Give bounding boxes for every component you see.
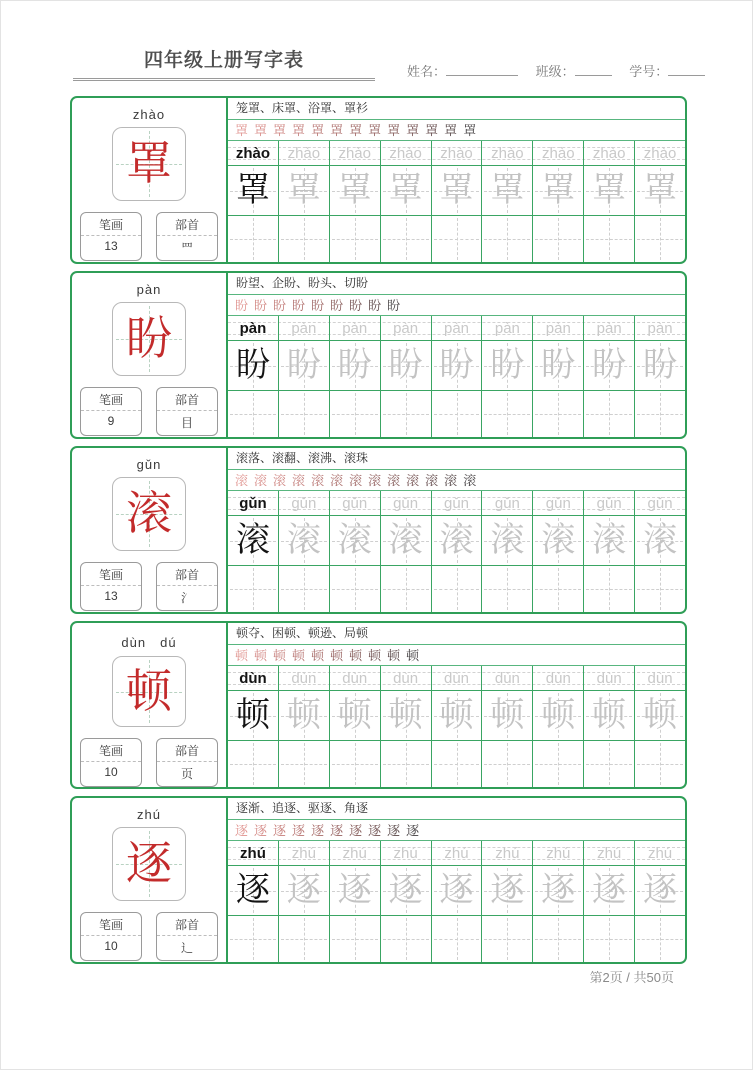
stroke-order-step: 滚 — [368, 472, 382, 488]
radical-box — [156, 912, 218, 961]
character-cell-trace: 逐 — [482, 866, 533, 915]
practice-cell — [635, 916, 685, 962]
student-id-label: 学号： — [629, 64, 669, 79]
character-cell-trace: 滚 — [279, 516, 330, 565]
info-boxes — [80, 912, 218, 961]
character-cell-trace: 滚 — [432, 516, 483, 565]
stroke-order-step: 罩 — [387, 122, 401, 138]
stroke-order-step: 罩 — [444, 122, 458, 138]
practice-cell — [228, 566, 279, 612]
pinyin-cell-trace: zhú — [584, 841, 635, 865]
character-cell-trace: 滚 — [330, 516, 381, 565]
pinyin-cell-trace: dùn — [330, 666, 381, 690]
pinyin-row — [228, 841, 685, 866]
stroke-order-step: 滚 — [311, 472, 325, 488]
stroke-count-label: 笔画 — [81, 213, 141, 236]
pinyin-row — [228, 491, 685, 516]
practice-cell — [432, 216, 483, 262]
practice-cell — [482, 566, 533, 612]
character-cell-trace: 顿 — [330, 691, 381, 740]
stroke-order-step: 顿 — [254, 647, 268, 663]
character-cell-trace: 罩 — [635, 166, 685, 215]
pinyin-cell-trace: gǔn — [647, 494, 673, 512]
character-cell-trace: 盼 — [584, 341, 635, 390]
character-cell-trace: 滚 — [584, 516, 635, 565]
stroke-order-step: 罩 — [254, 122, 268, 138]
stroke-count-box — [80, 562, 142, 611]
stroke-count-value: 13 — [104, 589, 118, 603]
stroke-count-value: 10 — [104, 765, 118, 779]
character-cell-trace: 罩 — [533, 166, 584, 215]
class-blank — [575, 62, 612, 76]
pinyin-cell-trace: zhào — [381, 141, 432, 165]
practice-cell — [635, 216, 685, 262]
practice-cell — [584, 916, 635, 962]
stroke-order-step: 顿 — [311, 647, 325, 663]
character-trace-row — [228, 516, 685, 566]
radical-value: 辶 — [180, 941, 193, 955]
pinyin-cell-trace: gǔn — [381, 491, 432, 515]
pinyin-cell-trace: gǔn — [330, 491, 381, 515]
stroke-count-box — [80, 212, 142, 261]
stroke-order-step: 逐 — [330, 822, 344, 838]
pinyin-cell-trace: dùn — [432, 666, 483, 690]
pinyin-cell-trace: pàn — [330, 316, 381, 340]
stroke-order-step: 滚 — [254, 472, 268, 488]
stroke-order-step: 逐 — [349, 822, 363, 838]
pinyin-cell-trace: zhào — [279, 141, 330, 165]
pinyin-cell-trace: pàn — [482, 316, 533, 340]
character-cell-trace: 逐 — [533, 866, 584, 915]
practice-cell — [228, 391, 279, 437]
stroke-order-step: 逐 — [368, 822, 382, 838]
practice-row — [228, 916, 685, 962]
stroke-order-step: 盼 — [387, 297, 401, 313]
radical-box — [156, 387, 218, 436]
practice-cell — [381, 216, 432, 262]
stroke-order-step: 罩 — [292, 122, 306, 138]
practice-cell — [584, 216, 635, 262]
stroke-order-step: 逐 — [235, 822, 249, 838]
pinyin-cell-trace: dùn — [279, 666, 330, 690]
practice-cell — [279, 741, 330, 787]
pinyin-cell-trace: zhú — [432, 841, 483, 865]
stroke-order-step: 逐 — [254, 822, 268, 838]
practice-cell — [228, 916, 279, 962]
stroke-order-step: 逐 — [273, 822, 287, 838]
block-left-panel — [72, 273, 228, 437]
main-character-box — [112, 302, 186, 376]
stroke-order-row — [228, 120, 685, 141]
character-cell-trace: 顿 — [584, 691, 635, 740]
practice-cell — [635, 566, 685, 612]
character-cell-trace: 逐 — [584, 866, 635, 915]
pinyin-cell-trace: zhú — [647, 844, 673, 862]
pinyin-cell-model: zhào — [228, 141, 279, 165]
pinyin-cell-trace: zhào — [330, 141, 381, 165]
stroke-order-step: 罩 — [311, 122, 325, 138]
stroke-order-row — [228, 295, 685, 316]
character-block — [70, 446, 687, 614]
stroke-count-box — [80, 912, 142, 961]
block-left-panel — [72, 448, 228, 612]
practice-cell — [533, 391, 584, 437]
stroke-order-step: 滚 — [273, 472, 287, 488]
practice-cell — [584, 391, 635, 437]
pinyin-cell-trace: dùn — [381, 666, 432, 690]
radical-label: 部首 — [157, 739, 217, 762]
stroke-order-step: 顿 — [292, 647, 306, 663]
word-examples: 盼望、企盼、盼头、切盼 — [228, 273, 685, 295]
pinyin-cell-trace: dùn — [584, 666, 635, 690]
class-field — [536, 64, 612, 79]
pinyin-cell-trace: zhào — [533, 141, 584, 165]
stroke-order-step: 罩 — [330, 122, 344, 138]
stroke-count-label: 笔画 — [81, 913, 141, 936]
stroke-order-row — [228, 820, 685, 841]
character-cell-trace: 逐 — [330, 866, 381, 915]
pinyin-label: gǔn — [136, 457, 162, 472]
practice-cell — [482, 391, 533, 437]
radical-label: 部首 — [157, 388, 217, 411]
character-blocks — [70, 96, 687, 971]
pinyin-cell-trace: zhú — [482, 841, 533, 865]
pinyin-cell-trace: zhào — [643, 144, 677, 162]
main-character-box — [112, 477, 186, 551]
practice-cell — [533, 916, 584, 962]
info-boxes — [80, 738, 218, 787]
stroke-order-step: 滚 — [330, 472, 344, 488]
practice-row — [228, 391, 685, 437]
character-cell-trace: 盼 — [330, 341, 381, 390]
pinyin-cell-trace: zhú — [381, 841, 432, 865]
pinyin-cell-trace: pàn — [533, 316, 584, 340]
practice-cell — [432, 391, 483, 437]
stroke-count-value: 9 — [107, 414, 115, 428]
stroke-order-step: 滚 — [444, 472, 458, 488]
stroke-order-step: 盼 — [349, 297, 363, 313]
info-boxes — [80, 387, 218, 436]
practice-cell — [584, 741, 635, 787]
character-cell-trace: 滚 — [482, 516, 533, 565]
pinyin-label: pàn — [136, 282, 162, 297]
main-character: 罩 — [126, 138, 172, 189]
practice-cell — [482, 916, 533, 962]
practice-row — [228, 216, 685, 262]
stroke-order-step: 滚 — [235, 472, 249, 488]
radical-label: 部首 — [157, 913, 217, 936]
pinyin-cell-trace: zhú — [279, 841, 330, 865]
student-id-blank — [668, 62, 705, 76]
page-title-underline — [73, 45, 375, 81]
pinyin-cell-model: dùn — [228, 666, 279, 690]
character-cell-trace: 罩 — [482, 166, 533, 215]
character-cell-trace: 逐 — [635, 866, 685, 915]
character-cell-trace: 盼 — [279, 341, 330, 390]
pinyin-cell-trace: pàn — [381, 316, 432, 340]
character-cell-trace: 顿 — [635, 691, 685, 740]
pinyin-row — [228, 316, 685, 341]
stroke-order-step: 逐 — [311, 822, 325, 838]
pinyin-cell-trace: dùn — [647, 669, 673, 687]
practice-cell — [432, 741, 483, 787]
character-cell-trace: 逐 — [279, 866, 330, 915]
stroke-order-row — [228, 645, 685, 666]
stroke-order-step: 顿 — [349, 647, 363, 663]
stroke-order-step: 罩 — [273, 122, 287, 138]
character-cell-trace: 罩 — [381, 166, 432, 215]
character-cell-trace: 逐 — [432, 866, 483, 915]
stroke-order-row — [228, 470, 685, 491]
stroke-count-label: 笔画 — [81, 388, 141, 411]
radical-value: 罒 — [180, 241, 193, 255]
pinyin-label: zhào — [132, 107, 166, 122]
practice-row — [228, 741, 685, 787]
practice-cell — [635, 391, 685, 437]
character-cell-trace: 逐 — [381, 866, 432, 915]
stroke-order-step: 罩 — [349, 122, 363, 138]
character-cell-trace: 滚 — [635, 516, 685, 565]
practice-cell — [533, 566, 584, 612]
character-trace-row — [228, 166, 685, 216]
pinyin-cell-model: gǔn — [228, 491, 279, 515]
pinyin-cell-trace: pàn — [584, 316, 635, 340]
pinyin-cell-trace: zhú — [330, 841, 381, 865]
main-character: 盼 — [126, 313, 172, 364]
pinyin-row — [228, 666, 685, 691]
stroke-count-value: 10 — [104, 939, 118, 953]
block-right-panel — [228, 623, 685, 787]
pinyin-cell-trace: zhào — [482, 141, 533, 165]
pinyin-cell-trace: gǔn — [432, 491, 483, 515]
character-cell-trace: 滚 — [533, 516, 584, 565]
pinyin-label: zhú — [137, 807, 161, 822]
practice-cell — [381, 916, 432, 962]
character-block — [70, 271, 687, 439]
name-blank — [446, 62, 518, 76]
practice-row — [228, 566, 685, 612]
stroke-order-step: 滚 — [387, 472, 401, 488]
radical-label: 部首 — [157, 213, 217, 236]
block-right-panel — [228, 448, 685, 612]
pinyin-cell-trace: gǔn — [533, 491, 584, 515]
word-examples: 笼罩、床罩、浴罩、罩衫 — [228, 98, 685, 120]
stroke-count-box — [80, 738, 142, 787]
character-cell-trace: 顿 — [432, 691, 483, 740]
stroke-order-step: 顿 — [387, 647, 401, 663]
character-cell-trace: 顿 — [482, 691, 533, 740]
page-number: 第2页 / 共50页 — [589, 970, 674, 985]
character-trace-row — [228, 691, 685, 741]
practice-cell — [279, 566, 330, 612]
stroke-order-step: 滚 — [406, 472, 420, 488]
practice-cell — [279, 216, 330, 262]
pinyin-cell-trace: dùn — [533, 666, 584, 690]
block-left-panel — [72, 623, 228, 787]
character-cell-model: 滚 — [228, 516, 279, 565]
stroke-order-step: 罩 — [235, 122, 249, 138]
character-cell-model: 盼 — [228, 341, 279, 390]
pinyin-cell-trace: zhào — [432, 141, 483, 165]
pinyin-cell-trace: dùn — [482, 666, 533, 690]
character-cell-trace: 顿 — [533, 691, 584, 740]
name-field — [407, 64, 518, 79]
practice-cell — [635, 741, 685, 787]
practice-cell — [228, 216, 279, 262]
info-boxes — [80, 212, 218, 261]
character-cell-trace: 盼 — [635, 341, 685, 390]
character-cell-trace: 滚 — [381, 516, 432, 565]
stroke-order-step: 盼 — [311, 297, 325, 313]
stroke-order-step: 逐 — [292, 822, 306, 838]
practice-cell — [228, 741, 279, 787]
stroke-order-step: 滚 — [349, 472, 363, 488]
character-block — [70, 96, 687, 264]
practice-cell — [432, 916, 483, 962]
pinyin-cell-trace: pàn — [647, 319, 673, 337]
student-info-fields — [407, 61, 719, 80]
block-left-panel — [72, 798, 228, 962]
practice-cell — [330, 566, 381, 612]
main-character-box — [112, 656, 186, 727]
pinyin-cell-trace: zhú — [533, 841, 584, 865]
stroke-count-value: 13 — [104, 239, 118, 253]
stroke-count-box — [80, 387, 142, 436]
stroke-order-step: 罩 — [463, 122, 477, 138]
character-cell-trace: 顿 — [381, 691, 432, 740]
stroke-order-step: 顿 — [273, 647, 287, 663]
main-character-box — [112, 827, 186, 901]
practice-cell — [279, 916, 330, 962]
class-label: 班级： — [535, 64, 575, 79]
pinyin-cell-trace: pàn — [432, 316, 483, 340]
character-block — [70, 621, 687, 789]
main-character: 顿 — [126, 665, 172, 717]
stroke-order-step: 逐 — [387, 822, 401, 838]
character-cell-trace: 罩 — [279, 166, 330, 215]
character-trace-row — [228, 866, 685, 916]
stroke-order-step: 罩 — [425, 122, 439, 138]
radical-box — [156, 212, 218, 261]
character-cell-trace: 罩 — [330, 166, 381, 215]
stroke-count-label: 笔画 — [81, 563, 141, 586]
character-cell-model: 逐 — [228, 866, 279, 915]
character-cell-trace: 盼 — [482, 341, 533, 390]
stroke-order-step: 滚 — [292, 472, 306, 488]
practice-cell — [584, 566, 635, 612]
stroke-order-step: 顿 — [406, 647, 420, 663]
pinyin-cell-model: zhú — [228, 841, 279, 865]
block-right-panel — [228, 798, 685, 962]
radical-box — [156, 562, 218, 611]
stroke-order-step: 盼 — [368, 297, 382, 313]
practice-cell — [381, 566, 432, 612]
stroke-order-step: 顿 — [368, 647, 382, 663]
practice-cell — [482, 741, 533, 787]
character-cell-trace: 盼 — [432, 341, 483, 390]
character-trace-row — [228, 341, 685, 391]
stroke-order-step: 逐 — [406, 822, 420, 838]
character-block — [70, 796, 687, 964]
stroke-order-step: 滚 — [463, 472, 477, 488]
practice-cell — [482, 216, 533, 262]
character-cell-trace: 罩 — [584, 166, 635, 215]
pinyin-label: dùn dú — [121, 635, 177, 650]
practice-cell — [432, 566, 483, 612]
radical-label: 部首 — [157, 563, 217, 586]
character-cell-model: 顿 — [228, 691, 279, 740]
block-left-panel — [72, 98, 228, 262]
pinyin-cell-trace: gǔn — [584, 491, 635, 515]
stroke-order-step: 盼 — [273, 297, 287, 313]
radical-box — [156, 738, 218, 787]
stroke-order-step: 顿 — [235, 647, 249, 663]
pinyin-cell-model: pàn — [228, 316, 279, 340]
student-id-field — [629, 64, 705, 79]
pinyin-cell-trace: zhào — [584, 141, 635, 165]
radical-value: 目 — [180, 416, 193, 430]
character-cell-trace: 盼 — [533, 341, 584, 390]
stroke-order-step: 顿 — [330, 647, 344, 663]
page-title: 四年级上册写字表 — [143, 50, 304, 71]
stroke-order-step: 罩 — [368, 122, 382, 138]
block-right-panel — [228, 98, 685, 262]
stroke-order-step: 盼 — [254, 297, 268, 313]
main-character: 逐 — [126, 838, 172, 889]
main-character: 滚 — [126, 488, 172, 539]
word-examples: 滚落、滚翻、滚沸、滚珠 — [228, 448, 685, 470]
character-cell-trace: 罩 — [432, 166, 483, 215]
radical-value: 页 — [180, 767, 193, 781]
radical-value: 氵 — [180, 591, 193, 605]
practice-cell — [381, 391, 432, 437]
stroke-order-step: 滚 — [425, 472, 439, 488]
main-character-box — [112, 127, 186, 201]
practice-cell — [279, 391, 330, 437]
stroke-order-step: 盼 — [330, 297, 344, 313]
word-examples: 逐渐、追逐、驱逐、角逐 — [228, 798, 685, 820]
pinyin-cell-trace: gǔn — [482, 491, 533, 515]
pinyin-cell-trace: pàn — [279, 316, 330, 340]
practice-cell — [533, 741, 584, 787]
practice-cell — [330, 916, 381, 962]
word-examples: 顿夺、困顿、顿逊、局顿 — [228, 623, 685, 645]
name-label: 姓名： — [407, 64, 447, 79]
stroke-count-label: 笔画 — [81, 739, 141, 762]
practice-cell — [533, 216, 584, 262]
character-cell-model: 罩 — [228, 166, 279, 215]
practice-cell — [330, 216, 381, 262]
pinyin-cell-trace: gǔn — [279, 491, 330, 515]
stroke-order-step: 罩 — [406, 122, 420, 138]
stroke-order-step: 盼 — [235, 297, 249, 313]
character-cell-trace: 顿 — [279, 691, 330, 740]
info-boxes — [80, 562, 218, 611]
character-cell-trace: 盼 — [381, 341, 432, 390]
practice-cell — [330, 391, 381, 437]
pinyin-row — [228, 141, 685, 166]
stroke-order-step: 盼 — [292, 297, 306, 313]
practice-cell — [381, 741, 432, 787]
practice-cell — [330, 741, 381, 787]
block-right-panel — [228, 273, 685, 437]
